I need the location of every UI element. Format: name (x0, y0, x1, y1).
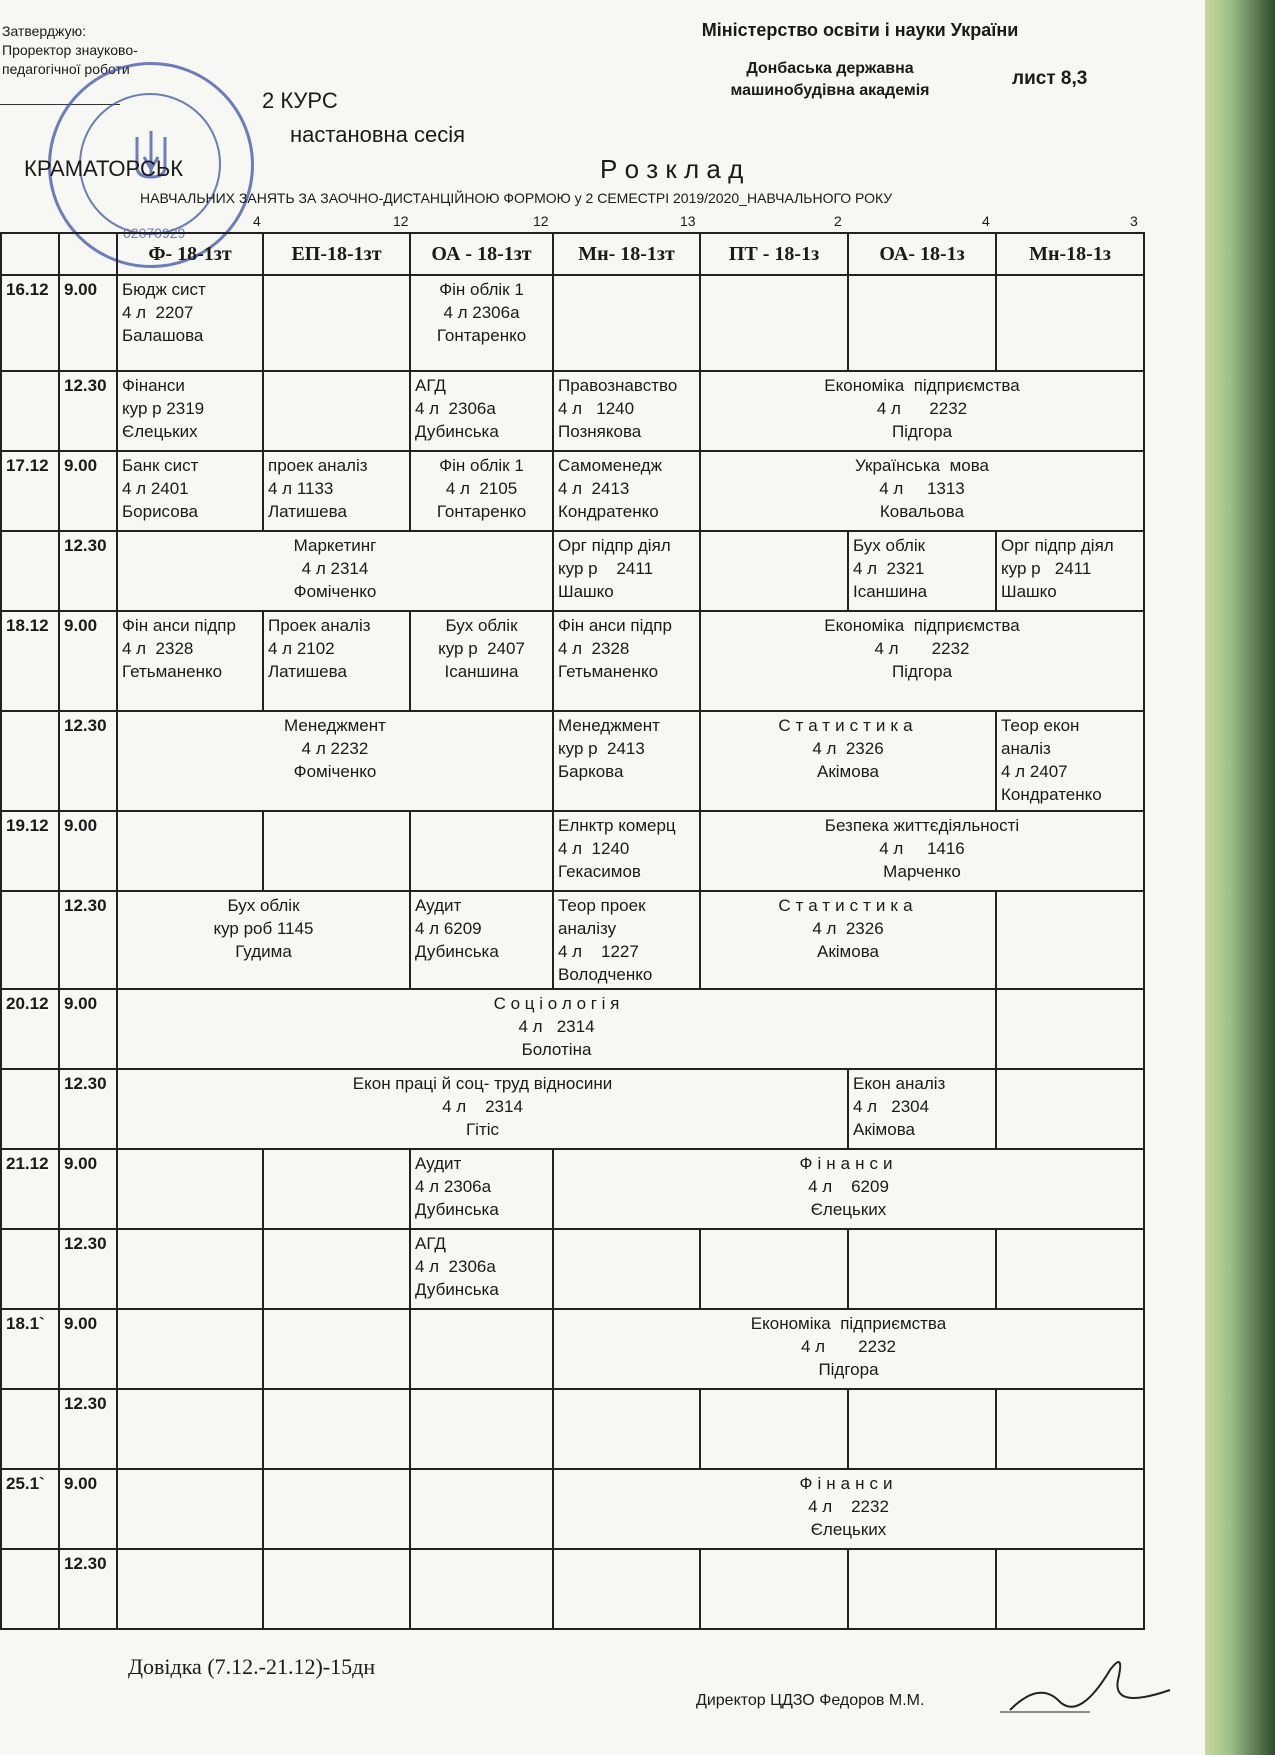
class-detail: Борисова (122, 502, 199, 521)
class-detail: аналізу (558, 919, 617, 938)
class-subject: Бух облік (853, 536, 926, 555)
class-detail: Гетьманенко (558, 662, 659, 681)
class-subject: Фін облік 1 (439, 280, 524, 299)
class-detail: кур р 2319 (122, 399, 205, 418)
class-detail: 4 л 1133 (268, 479, 334, 498)
class-cell (553, 1469, 1144, 1549)
count-4: 13 (680, 213, 696, 229)
class-subject: Орг підпр діял (558, 536, 671, 555)
class-cell (410, 611, 553, 711)
empty-cell (263, 275, 410, 371)
empty-cell (117, 811, 263, 891)
class-cell (117, 891, 410, 989)
class-cell (553, 711, 700, 811)
time-cell: 12.30 (59, 891, 117, 989)
date-cell: 18.1` (1, 1309, 59, 1389)
class-detail: Познякова (558, 422, 642, 441)
class-subject: Елнктр комерц (558, 816, 676, 835)
empty-cell (553, 1389, 700, 1469)
empty-cell (410, 1549, 553, 1629)
class-detail: Латишева (268, 502, 347, 521)
count-1: 4 (253, 213, 261, 229)
schedule-row (1, 811, 1144, 891)
class-detail: 4 л 2314 (301, 559, 369, 578)
class-detail: Дубинська (415, 1200, 499, 1219)
count-6: 4 (982, 213, 990, 229)
class-cell (700, 711, 996, 811)
academy-line-2: машинобудівна академія (730, 82, 930, 99)
class-detail: Гітіс (465, 1120, 500, 1139)
class-detail: Болотіна (521, 1040, 592, 1059)
empty-cell (996, 891, 1144, 989)
class-detail: 4 л 2304 (853, 1097, 930, 1116)
ministry-name: Міністерство освіти і науки України (701, 20, 1019, 40)
class-detail: 4 л 6209 (808, 1177, 889, 1196)
class-detail: Акімова (817, 762, 879, 781)
approval-line-3: педагогічної роботи (2, 61, 130, 77)
empty-cell (263, 1309, 410, 1389)
empty-cell (117, 1389, 263, 1469)
class-subject: Орг підпр діял (1001, 536, 1114, 555)
schedule-row (1, 371, 1144, 451)
schedule-row (1, 611, 1144, 711)
class-detail: Кондратенко (558, 502, 659, 521)
class-cell (263, 451, 410, 531)
class-subject: Екон аналіз (853, 1074, 946, 1093)
class-cell (117, 371, 263, 451)
class-cell (553, 451, 700, 531)
group-header: ПТ - 18-1з (700, 233, 848, 275)
schedule-row (1, 1549, 1144, 1629)
class-detail: 4 л 6209 (415, 919, 482, 938)
empty-cell (263, 1469, 410, 1549)
time-cell: 9.00 (59, 611, 117, 711)
class-detail: Балашова (122, 326, 204, 345)
class-detail: 4 л 2314 (442, 1097, 523, 1116)
empty-cell (700, 275, 848, 371)
stamp-code: 02070929 (123, 225, 186, 241)
schedule-row (1, 989, 1144, 1069)
class-subject: Фін облік 1 (439, 456, 524, 475)
class-cell (848, 1069, 996, 1149)
group-header: Мн- 18-1зт (553, 233, 700, 275)
class-detail: Гетьманенко (122, 662, 223, 681)
empty-cell (117, 1229, 263, 1309)
schedule-table (0, 232, 1145, 1630)
class-detail: Гудима (235, 942, 292, 961)
time-cell: 12.30 (59, 1549, 117, 1629)
class-detail: Шашко (558, 582, 614, 601)
empty-cell (117, 1549, 263, 1629)
class-detail: Гонтаренко (436, 326, 527, 345)
time-cell: 12.30 (59, 531, 117, 611)
class-detail: 4 л 2105 (445, 479, 518, 498)
class-subject: Правознавство (558, 376, 678, 395)
empty-cell (263, 1389, 410, 1469)
city-label: КРАМАТОРСЬК (24, 156, 184, 181)
class-subject: Аудит (415, 896, 462, 915)
class-detail: 4 л 1240 (558, 399, 635, 418)
empty-cell (410, 811, 553, 891)
academy-line-1: Донбаська державна (746, 60, 914, 77)
date-cell (1, 1549, 59, 1629)
sheet-number: лист 8,3 (1012, 68, 1088, 89)
empty-cell (700, 531, 848, 611)
date-cell (1, 1389, 59, 1469)
class-subject: проек аналіз (268, 456, 368, 475)
schedule-row (1, 1309, 1144, 1389)
empty-cell (263, 1229, 410, 1309)
class-detail: кур р 2411 (1001, 559, 1092, 578)
group-header: ОА- 18-1з (848, 233, 996, 275)
class-cell (117, 989, 996, 1069)
class-cell (553, 371, 700, 451)
time-cell: 9.00 (59, 989, 117, 1069)
reference-note: Довідка (7.12.-21.12)-15дн (128, 1654, 376, 1679)
schedule-row (1, 1229, 1144, 1309)
class-subject: Економіка підприємства (824, 616, 1020, 635)
class-detail: 4 л 2401 (122, 479, 189, 498)
class-cell (410, 371, 553, 451)
class-detail: аналіз (1001, 739, 1051, 758)
schedule-row (1, 891, 1144, 989)
class-detail: 4 л 2232 (808, 1497, 889, 1516)
session-label: настановна сесія (290, 122, 466, 147)
class-detail: 4 л 2326 (812, 919, 884, 938)
class-subject: Теор проек (558, 896, 646, 915)
class-detail: Єлецьких (810, 1520, 887, 1539)
class-detail: Дубинська (415, 422, 499, 441)
class-detail: 4 л 2207 (122, 303, 194, 322)
schedule-body (1, 275, 1144, 1629)
class-detail: 4 л 2407 (1001, 762, 1068, 781)
empty-cell (263, 1149, 410, 1229)
group-header: ЕП-18-1зт (263, 233, 410, 275)
class-cell (117, 275, 263, 371)
class-cell (700, 891, 996, 989)
class-detail: 4 л 2306а (443, 303, 520, 322)
time-cell: 12.30 (59, 1069, 117, 1149)
schedule-row (1, 1149, 1144, 1229)
scan-edge (1205, 0, 1275, 1755)
group-header: Мн-18-1з (996, 233, 1144, 275)
empty-cell (263, 811, 410, 891)
empty-cell (996, 1229, 1144, 1309)
document-subtitle: НАВЧАЛЬНИХ ЗАНЯТЬ ЗА ЗАОЧНО-ДИСТАНЦІЙНОЮ ФОРМОЮ у 2 СЕМЕСТРІ 2019/2020_НАВЧАЛЬНОГО РОКУ (140, 190, 893, 206)
date-cell: 19.12 (1, 811, 59, 891)
class-cell (700, 371, 1144, 451)
time-cell: 9.00 (59, 1469, 117, 1549)
class-cell (700, 611, 1144, 711)
header-time-cell (59, 233, 117, 275)
time-cell: 9.00 (59, 1309, 117, 1389)
empty-cell (996, 275, 1144, 371)
approval-line-1: Затверджую: (2, 23, 86, 39)
class-subject: Маркетинг (293, 536, 377, 555)
class-detail: Гекасимов (558, 862, 641, 881)
date-cell: 25.1` (1, 1469, 59, 1549)
empty-cell (700, 1389, 848, 1469)
empty-cell (996, 1389, 1144, 1469)
class-subject: Економіка підприємства (824, 376, 1020, 395)
count-7: 3 (1130, 213, 1138, 229)
class-subject: АГД (415, 1234, 446, 1253)
class-subject: Бух облік (445, 616, 518, 635)
date-cell: 20.12 (1, 989, 59, 1069)
class-subject: Статистика (778, 896, 918, 915)
class-detail: 4 л 2321 (853, 559, 925, 578)
class-detail: 4 л 2413 (558, 479, 630, 498)
class-detail: кур роб 1145 (213, 919, 314, 938)
class-subject: Фінанси (799, 1154, 898, 1173)
class-subject: Фінанси (122, 376, 185, 395)
class-subject: Статистика (778, 716, 918, 735)
count-2: 12 (393, 213, 409, 229)
class-detail: Акімова (853, 1120, 915, 1139)
class-subject: Економіка підприємства (750, 1314, 947, 1333)
class-detail: 4 л 1313 (879, 479, 965, 498)
count-3: 12 (533, 213, 549, 229)
empty-cell (848, 1229, 996, 1309)
class-detail: кур р 2413 (558, 739, 645, 758)
class-detail: 4 л 2314 (518, 1017, 595, 1036)
class-detail: 4 л 2328 (558, 639, 630, 658)
class-detail: Фоміченко (293, 582, 377, 601)
class-detail: 4 л 1227 (558, 942, 639, 961)
class-detail: Кондратенко (1001, 785, 1102, 804)
class-detail: 4 л 2306а (415, 399, 496, 418)
empty-cell (553, 1229, 700, 1309)
empty-cell (263, 1549, 410, 1629)
class-detail: 4 л 2326 (812, 739, 884, 758)
class-detail: Акімова (817, 942, 879, 961)
class-detail: Марченко (883, 862, 961, 881)
schedule-row (1, 531, 1144, 611)
empty-cell (410, 1309, 553, 1389)
class-subject: Безпека життєдіяльності (824, 816, 1020, 835)
class-detail: кур р 2407 (438, 639, 525, 658)
time-cell: 12.30 (59, 1389, 117, 1469)
class-detail: 4 л 2232 (301, 739, 369, 758)
time-cell: 12.30 (59, 1229, 117, 1309)
schedule-row (1, 1469, 1144, 1549)
class-detail: 4 л 2306а (415, 1257, 496, 1276)
class-subject: Екон праці й соц- труд відносини (352, 1074, 613, 1093)
class-subject: АГД (415, 376, 446, 395)
date-cell (1, 1229, 59, 1309)
empty-cell (848, 275, 996, 371)
class-cell (117, 711, 553, 811)
class-detail: Латишева (268, 662, 347, 681)
class-detail: 4 л 1240 (558, 839, 630, 858)
time-cell: 9.00 (59, 451, 117, 531)
class-cell (553, 1149, 1144, 1229)
class-detail: Єлецьких (122, 422, 198, 441)
class-cell (700, 811, 1144, 891)
class-subject: Менеджмент (284, 716, 386, 735)
class-subject: Фін анси підпр (122, 616, 236, 635)
class-subject: Фінанси (799, 1474, 898, 1493)
class-cell (410, 275, 553, 371)
time-cell: 9.00 (59, 1149, 117, 1229)
class-detail: 4 л 2102 (268, 639, 335, 658)
class-subject: Теор екон (1001, 716, 1080, 735)
academy-name (710, 58, 950, 102)
class-subject: Бюдж сист (122, 280, 206, 299)
date-cell (1, 1069, 59, 1149)
class-detail: Ісаншина (444, 662, 519, 681)
time-cell: 9.00 (59, 275, 117, 371)
class-subject: Проек аналіз (268, 616, 371, 635)
class-detail: Шашко (1001, 582, 1057, 601)
empty-cell (410, 1469, 553, 1549)
date-cell (1, 371, 59, 451)
class-cell (996, 711, 1144, 811)
date-cell (1, 891, 59, 989)
class-cell (410, 1229, 553, 1309)
date-cell: 17.12 (1, 451, 59, 531)
director-signature-line: Директор ЦДЗО Федоров М.М. (696, 1692, 925, 1709)
class-cell (117, 451, 263, 531)
date-cell: 21.12 (1, 1149, 59, 1229)
class-cell (410, 891, 553, 989)
date-cell: 16.12 (1, 275, 59, 371)
class-detail: Підгора (818, 1360, 879, 1379)
class-subject: Фін анси підпр (558, 616, 672, 635)
class-cell (410, 451, 553, 531)
class-subject: Менеджмент (558, 716, 660, 735)
header-date-cell (1, 233, 59, 275)
class-cell (996, 531, 1144, 611)
schedule-row (1, 275, 1144, 371)
class-detail: Фоміченко (293, 762, 377, 781)
class-detail: Єлецьких (810, 1200, 887, 1219)
class-detail: Ісаншина (853, 582, 928, 601)
class-cell (117, 531, 553, 611)
class-cell (848, 531, 996, 611)
empty-cell (996, 989, 1144, 1069)
class-detail: 4 л 1416 (879, 839, 965, 858)
empty-cell (700, 1229, 848, 1309)
count-5: 2 (834, 213, 842, 229)
class-detail: 4 л 2232 (874, 639, 970, 658)
class-cell (117, 1069, 848, 1149)
class-cell (553, 891, 700, 989)
class-detail: Ковальова (879, 502, 965, 521)
empty-cell (848, 1389, 996, 1469)
schedule-row (1, 451, 1144, 531)
signature-image (1000, 1640, 1180, 1730)
class-subject: Бух облік (227, 896, 300, 915)
class-detail: Підгора (891, 422, 953, 441)
empty-cell (996, 1549, 1144, 1629)
document-title: Р о з к л а д (600, 154, 744, 184)
empty-cell (553, 1549, 700, 1629)
class-detail: Гонтаренко (436, 502, 527, 521)
class-subject: Банк сист (122, 456, 199, 475)
class-detail: Володченко (558, 965, 653, 984)
class-detail: 4 л 2306а (415, 1177, 492, 1196)
date-cell (1, 711, 59, 811)
group-header: ОА - 18-1зт (410, 233, 553, 275)
class-subject: Самоменедж (558, 456, 662, 475)
class-cell (117, 611, 263, 711)
empty-cell (700, 1549, 848, 1629)
course-label: 2 КУРС (262, 88, 338, 113)
empty-cell (117, 1309, 263, 1389)
class-cell (553, 811, 700, 891)
class-subject: Аудит (415, 1154, 462, 1173)
schedule-row (1, 1069, 1144, 1149)
class-cell (553, 1309, 1144, 1389)
class-cell (410, 1149, 553, 1229)
empty-cell (263, 371, 410, 451)
class-cell (553, 611, 700, 711)
empty-cell (553, 275, 700, 371)
time-cell: 9.00 (59, 811, 117, 891)
empty-cell (117, 1149, 263, 1229)
class-cell (553, 531, 700, 611)
time-cell: 12.30 (59, 711, 117, 811)
empty-cell (117, 1469, 263, 1549)
schedule-header-row (1, 233, 1144, 275)
class-cell (700, 451, 1144, 531)
date-cell: 18.12 (1, 611, 59, 711)
schedule-row (1, 711, 1144, 811)
approval-line-2: Проректор знауково- (2, 42, 138, 58)
class-detail: 4 л 2328 (122, 639, 194, 658)
class-detail: Баркова (558, 762, 624, 781)
class-detail: Дубинська (415, 942, 499, 961)
schedule-row (1, 1389, 1144, 1469)
class-subject: Українська мова (855, 456, 989, 475)
class-detail: Підгора (891, 662, 953, 681)
class-detail: 4 л 2232 (876, 399, 968, 418)
empty-cell (410, 1389, 553, 1469)
empty-cell (996, 1069, 1144, 1149)
empty-cell (848, 1549, 996, 1629)
class-detail: 4 л 2232 (801, 1337, 896, 1356)
class-cell (263, 611, 410, 711)
class-subject: С о ц і о л о г і я (493, 994, 620, 1013)
time-cell: 12.30 (59, 371, 117, 451)
class-detail: Дубинська (415, 1280, 499, 1299)
group-header: Ф- 18-1зт (117, 233, 263, 275)
date-cell (1, 531, 59, 611)
class-detail: кур р 2411 (558, 559, 654, 578)
